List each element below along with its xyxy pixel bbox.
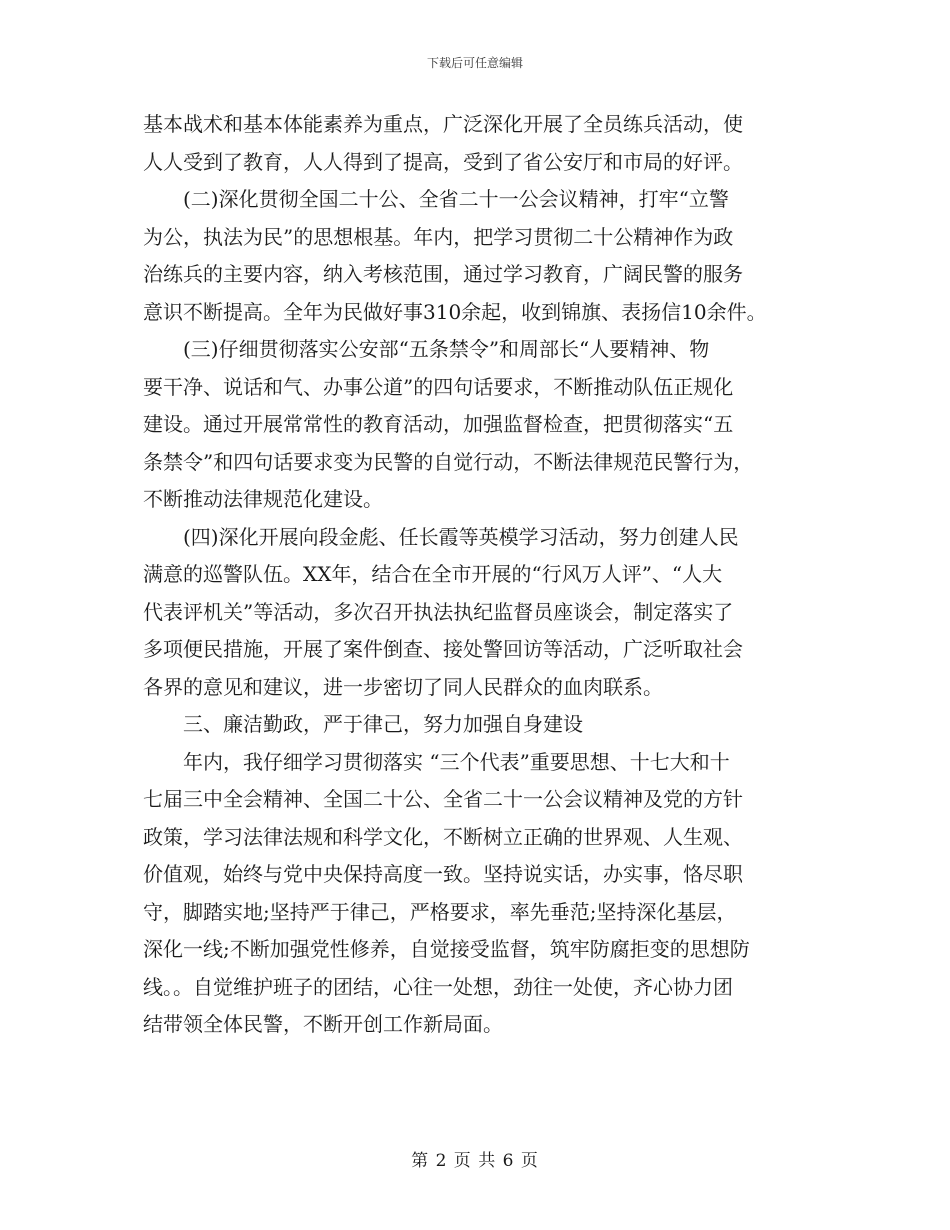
- body-line: 要干净、说话和气、办事公道”的四句话要求，不断推动队伍正规化: [143, 374, 734, 399]
- body-line: 线。。自觉维护班子的团结，心往一处想，劲往一处使，齐心协力团: [143, 974, 733, 999]
- body-line: 人人受到了教育，人人得到了提高，受到了省公安厅和市局的好评。: [143, 149, 743, 174]
- body-line: 条禁令”和四句话要求变为民警的自觉行动，不断法律规范民警行为，: [143, 449, 754, 474]
- body-line: 价值观，始终与党中央保持高度一致。坚持说实话，办实事，恪尽职: [143, 862, 743, 886]
- body-line: (四)深化开展向段金彪、任长霞等英模学习活动，努力创建人民: [143, 524, 739, 549]
- body-line: 深化一线;不断加强党性修养，自觉接受监督，筑牢防腐拒变的思想防: [143, 937, 750, 961]
- document-body: [143, 106, 823, 1044]
- body-line: 代表评机关”等活动，多次召开执法执纪监督员座谈会，制定落实了: [143, 599, 734, 624]
- body-line: 为公，执法为民”的思想根基。年内，把学习贯彻二十公精神作为政: [143, 224, 734, 249]
- body-line: 政策，学习法律法规和科学文化，不断树立正确的世界观、人生观、: [143, 824, 743, 849]
- body-line: 基本战术和基本体能素养为重点，广泛深化开展了全员练兵活动，使: [143, 112, 743, 136]
- body-line: 不断推动法律规范化建设。: [143, 487, 383, 511]
- body-line: (三)仔细贯彻落实公安部“五条禁令”和周部长“人要精神、物: [143, 337, 710, 361]
- body-line: 治练兵的主要内容，纳入考核范围，通过学习教育，广阔民警的服务: [143, 262, 743, 286]
- section-heading: 三、廉洁勤政，严于律己，努力加强自身建设: [143, 712, 583, 736]
- page-header: 下载后可任意编辑: [426, 56, 523, 70]
- body-line: 结带领全体民警，不断开创工作新局面。: [143, 1012, 503, 1036]
- body-line: 守，脚踏实地;坚持严于律己，严格要求，率先垂范;坚持深化基层，: [143, 899, 737, 924]
- body-line: 多项便民措施，开展了案件倒查、接处警回访等活动，广泛听取社会: [143, 637, 743, 661]
- body-line: 满意的巡警队伍。XX年，结合在全市开展的“行风万人评”、“人大: [143, 562, 723, 586]
- body-line: (二)深化贯彻全国二十公、全省二十一公会议精神，打牢“立警: [143, 187, 729, 211]
- body-line: 意识不断提高。全年为民做好事310余起，收到锦旗、表扬信10余件。: [143, 299, 767, 324]
- body-line: 年内，我仔细学习贯彻落实 “三个代表”重要思想、十七大和十: [143, 749, 730, 774]
- body-line: 各界的意见和建议，进一步密切了同人民群众的血肉联系。: [143, 674, 663, 699]
- body-line: 建设。通过开展常常性的教育活动，加强监督检查，把贯彻落实“五: [143, 412, 734, 436]
- page-number: 第 2 页 共 6 页: [411, 1151, 539, 1171]
- body-line: 七届三中全会精神、全国二十公、全省二十一公会议精神及党的方针: [143, 787, 743, 811]
